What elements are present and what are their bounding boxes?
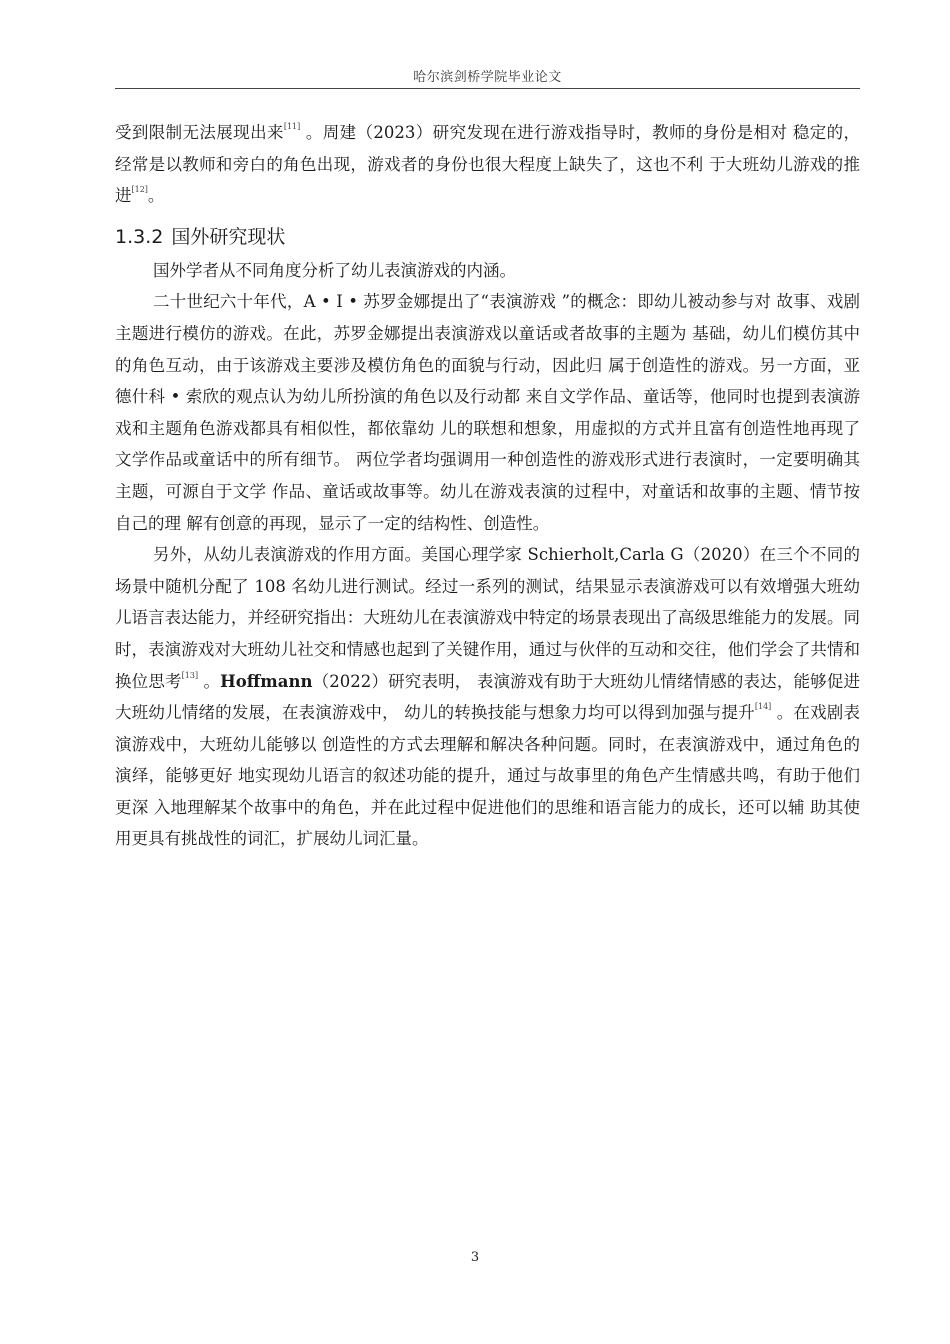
paragraph-continuation — [115, 117, 860, 212]
para1-text-2: 。周建（2023）研究发现在进行游戏指导时，教师的身份是相对 稳定的，经常是以教师和旁白的角色出现，游戏者的身份也很大程度上缺失了，这也不利 于大班幼儿游戏的推进 — [115, 123, 861, 206]
citation-11: [11] — [283, 122, 301, 131]
citation-14: [14] — [754, 702, 772, 712]
paragraph-intro: 国外学者从不同角度分析了幼儿表演游戏的内涵。 — [153, 260, 516, 280]
para4-text-3: （2022）研究表明， 表演游戏有助于大班幼儿情绪情感的表达，能够促进大班幼儿情绪的发展，在表演游戏中， 幼儿的转换技能与想象力均可以得到加强与提升 — [115, 671, 860, 723]
para4-text-1: 另外，从幼儿表演游戏的作用方面。美国心理学家 Schierholt,Carla G（2020）在三个不同的场景中随机分配了 108 名幼儿进行测试。经过一系列的测试，结果显示表演游戏可以有效增强大班幼儿语言表达能力，并经研究指出：大班幼儿在表演游戏中特定的场景表现出了高级思维能力的发展。同时，表演游戏对大班幼儿社交和情感也起到了关键作用，通过与伙伴的互动和交往，他们学会了共情和换位思考 — [115, 545, 860, 691]
page-number: 3 — [470, 1250, 480, 1265]
citation-13: [13] — [181, 670, 199, 680]
body-text — [115, 117, 860, 855]
section-number: 1.3.2 — [115, 225, 164, 248]
paragraph-effects — [115, 539, 860, 855]
citation-12: [12] — [131, 185, 148, 195]
page-header: 哈尔滨剑桥学院毕业论文 — [413, 70, 562, 85]
paragraph-surokina: 二十世纪六十年代，A • I • 苏罗金娜提出了“表演游戏 ”的概念：即幼儿被动参与对 故事、戏剧主题进行模仿的游戏。在此，苏罗金娜提出表演游戏以童话或者故事的主题为 基础，幼儿们模仿其中的角色互动，由于该游戏主要涉及模仿角色的面貌与行动，因此归 属于创造性的游戏。另一方面，亚德什科 • 索欣的观点认为幼儿所扮演的角色以及行动都 来自文学作品、童话等，他同时也提到表演游戏和主题角色游戏都具有相似性，都依靠幼 儿的联想和想象，用虚拟的方式并且富有创造性地再现了文学作品或童话中的所有细节。 两位学者均强调用一种创造性的游戏形式进行表演时，一定要明确其主题，可源自于文学 作品、童话或故事等。幼儿在游戏表演的过程中，对童话和故事的主题、情节按自己的理 解有创意的再现，显示了一定的结构性、创造性。 — [115, 292, 860, 533]
para4-text-2: 。 — [198, 671, 221, 691]
para1-text-3: 。 — [147, 186, 165, 206]
author-hoffmann: Hoffmann — [220, 671, 313, 691]
para1-text-1: 受到限制无法展现出来 — [115, 123, 284, 142]
header-divider — [115, 88, 860, 89]
section-heading — [115, 222, 860, 252]
para4-text-4: 。在戏剧表演游戏中，大班幼儿能够以 创造性的方式去理解和解决各种问题。同时，在表演游戏中，通过角色的演绎，能够更好 地实现幼儿语言的叙述功能的提升，通过与故事里的角色产生情感共鸣，有助于他们更深 入地理解某个故事中的角色，并在此过程中促进他们的思维和语言能力的成长，还可以辅 助其使用更具有挑战性的词汇，扩展幼儿词汇量。 — [115, 703, 861, 849]
section-title: 国外研究现状 — [171, 225, 286, 248]
